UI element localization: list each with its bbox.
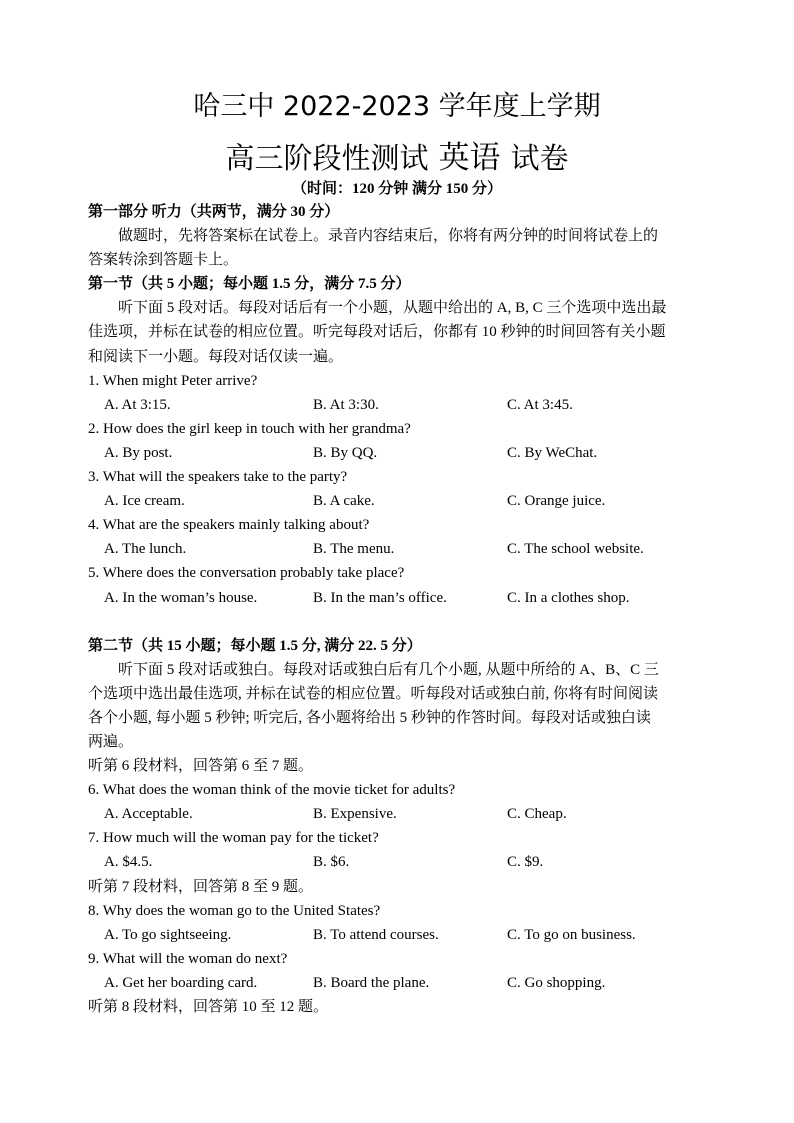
option-c: C. Orange juice.: [507, 493, 606, 510]
question-text: 9. What will the woman do next?: [88, 950, 288, 967]
option-a: A. $4.5.: [104, 854, 153, 871]
option-b: B. To attend courses.: [313, 926, 439, 943]
question: [88, 778, 708, 826]
question: [88, 513, 708, 561]
question-text: 6. What does the woman think of the movie ticket for adults?: [88, 782, 456, 799]
option-c: C. The school website.: [507, 541, 644, 558]
material-note: 听第 6 段材料，回答第 6 至 7 题。: [88, 758, 314, 775]
option-b: B. Board the plane.: [313, 974, 430, 991]
option-c: C. Go shopping.: [507, 974, 606, 991]
time-info: （时间：120 分钟 满分 150 分）: [291, 181, 502, 197]
option-c: C. Cheap.: [507, 806, 567, 823]
question-text: 4. What are the speakers mainly talking about?: [88, 517, 370, 534]
exam-subtitle: [0, 132, 794, 177]
option-c: C. At 3:45.: [507, 396, 573, 413]
option-a: A. Get her boarding card.: [104, 974, 258, 991]
subtitle-part-a: 高三阶段性测试: [225, 141, 429, 175]
option-a: A. By post.: [104, 444, 173, 461]
option-b: B. By QQ.: [313, 444, 378, 461]
exam-content: [88, 200, 708, 1019]
material-note: 听第 8 段材料，回答第 10 至 12 题。: [88, 999, 329, 1015]
part1-instructions: 答案转涂到答题卡上。: [88, 252, 239, 269]
option-b: B. $6.: [313, 854, 350, 871]
question: [88, 899, 708, 947]
question-text: 5. Where does the conversation probably take place?: [88, 565, 405, 582]
option-a: A. At 3:15.: [104, 396, 171, 413]
question-text: 2. How does the girl keep in touch with her grandma?: [88, 420, 411, 437]
part1-heading: 第一部分 听力（共两节，满分 30 分）: [88, 204, 340, 220]
question-text: 7. How much will the woman pay for the ticket?: [88, 830, 379, 847]
option-c: C. In a clothes shop.: [507, 589, 630, 606]
question: [88, 465, 708, 513]
section1-questions: [88, 369, 708, 610]
option-b: B. Expensive.: [313, 806, 397, 823]
question-text: 1. When might Peter arrive?: [88, 372, 258, 389]
question: [88, 826, 708, 874]
section1-instructions: 和阅读下一小题。每段对话仅读一遍。: [88, 348, 344, 365]
question: [88, 369, 708, 417]
material-note: 听第 7 段材料，回答第 8 至 9 题。: [88, 878, 314, 895]
option-c: C. $9.: [507, 854, 544, 871]
option-a: A. Acceptable.: [104, 806, 193, 823]
subject-label: 英语: [438, 140, 501, 176]
section2-instructions: 各个小题, 每小题 5 秒钟; 听完后, 各小题将给出 5 秒钟的作答时间。每段对话或独白读: [88, 709, 651, 726]
question-text: 3. What will the speakers take to the party?: [88, 469, 348, 486]
subtitle-part-b: 试卷: [510, 141, 569, 175]
question: [88, 417, 708, 465]
section1-heading: 第一节（共 5 小题；每小题 1.5 分，满分 7.5 分）: [88, 276, 411, 293]
question: [88, 561, 708, 609]
option-c: C. By WeChat.: [507, 444, 598, 461]
option-b: B. The menu.: [313, 541, 395, 558]
section2-heading: 第二节（共 15 小题；每小题 1.5 分, 满分 22. 5 分）: [88, 637, 422, 654]
exam-title: 哈三中 2022-2023 学年度上学期: [193, 91, 601, 122]
option-a: A. In the woman’s house.: [104, 589, 258, 606]
section2-instructions: 个选项中选出最佳选项, 并标在试卷的相应位置。听每段对话或独白前, 你将有时间阅读: [88, 685, 659, 702]
question: [88, 947, 708, 995]
part1-instructions: 做题时，先将答案标在试卷上。录音内容结束后，你将有两分钟的时间将试卷上的: [118, 228, 659, 245]
section1-instructions: 听下面 5 段对话。每段对话后有一个小题，从题中给出的 A, B, C 三个选项中选出最: [118, 300, 667, 317]
option-a: A. The lunch.: [104, 541, 187, 558]
option-b: B. In the man’s office.: [313, 589, 447, 606]
option-b: B. At 3:30.: [313, 396, 379, 413]
question-text: 8. Why does the woman go to the United States?: [88, 902, 381, 919]
option-a: A. To go sightseeing.: [104, 926, 232, 943]
option-b: B. A cake.: [313, 493, 375, 510]
option-a: A. Ice cream.: [104, 493, 185, 510]
section2-instructions: 两遍。: [88, 733, 134, 750]
section2-instructions: 听下面 5 段对话或独白。每段对话或独白后有几个小题, 从题中所给的 A、B、C 三: [118, 661, 659, 678]
option-c: C. To go on business.: [507, 926, 636, 943]
section1-instructions: 佳选项，并标在试卷的相应位置。听完每段对话后，你都有 10 秒钟的时间回答有关小题: [88, 324, 666, 341]
